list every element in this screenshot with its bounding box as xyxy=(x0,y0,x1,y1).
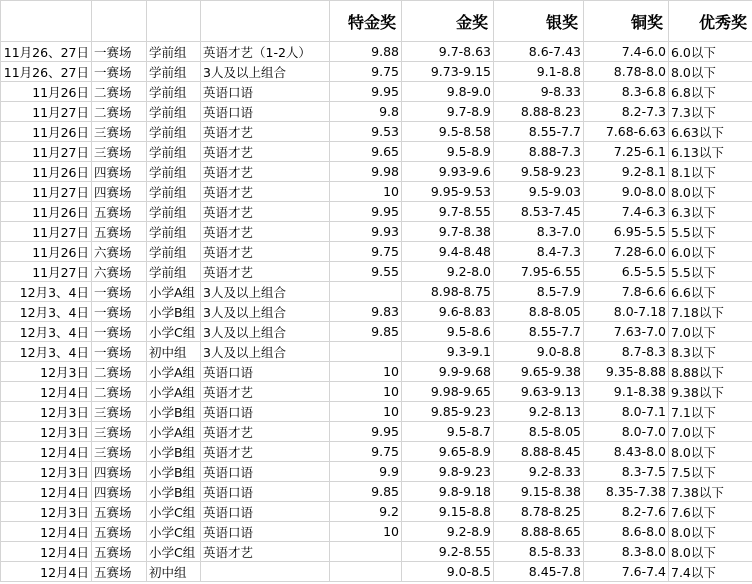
cell-date[interactable]: 11月26日 xyxy=(1,202,92,222)
table-row xyxy=(1,362,752,382)
cell-bronze[interactable]: 9.2-8.1 xyxy=(584,162,669,182)
cell-category[interactable]: 英语才艺 xyxy=(201,202,330,222)
cell-special-gold[interactable] xyxy=(330,542,402,562)
table-row xyxy=(1,342,752,362)
cell-special-gold[interactable]: 9.95 xyxy=(330,202,402,222)
cell-special-gold[interactable]: 9.55 xyxy=(330,262,402,282)
header-cell-venue[interactable] xyxy=(92,1,147,42)
cell-group[interactable]: 小学B组 xyxy=(147,402,201,422)
cell-category[interactable]: 英语口语 xyxy=(201,502,330,522)
cell-venue[interactable]: 三赛场 xyxy=(92,442,147,462)
cell-silver[interactable]: 8.88-8.65 xyxy=(494,522,584,542)
cell-venue[interactable]: 一赛场 xyxy=(92,322,147,342)
table-row xyxy=(1,442,752,462)
cell-silver[interactable]: 9.0-8.8 xyxy=(494,342,584,362)
cell-excellence[interactable]: 6.63以下 xyxy=(669,122,752,142)
cell-excellence[interactable]: 7.0以下 xyxy=(669,422,752,442)
cell-bronze[interactable]: 9.35-8.88 xyxy=(584,362,669,382)
cell-gold[interactable]: 9.98-9.65 xyxy=(402,382,494,402)
cell-date[interactable]: 12月3日 xyxy=(1,402,92,422)
cell-date[interactable]: 12月3日 xyxy=(1,462,92,482)
cell-venue[interactable]: 五赛场 xyxy=(92,222,147,242)
cell-excellence[interactable]: 6.0以下 xyxy=(669,42,752,62)
cell-venue[interactable]: 五赛场 xyxy=(92,522,147,542)
cell-silver[interactable]: 9.15-8.38 xyxy=(494,482,584,502)
cell-category[interactable]: 3人及以上组合 xyxy=(201,282,330,302)
cell-excellence[interactable]: 5.5以下 xyxy=(669,222,752,242)
cell-silver[interactable]: 8.78-8.25 xyxy=(494,502,584,522)
cell-date[interactable]: 11月27日 xyxy=(1,142,92,162)
cell-bronze[interactable]: 8.0-7.18 xyxy=(584,302,669,322)
cell-group[interactable]: 学前组 xyxy=(147,62,201,82)
cell-gold[interactable]: 9.5-8.58 xyxy=(402,122,494,142)
cell-gold[interactable]: 9.65-8.9 xyxy=(402,442,494,462)
cell-special-gold[interactable]: 9.95 xyxy=(330,422,402,442)
cell-date[interactable]: 12月3日 xyxy=(1,422,92,442)
cell-gold[interactable]: 9.3-9.1 xyxy=(402,342,494,362)
cell-gold[interactable]: 9.73-9.15 xyxy=(402,62,494,82)
cell-gold[interactable]: 9.85-9.23 xyxy=(402,402,494,422)
cell-bronze[interactable]: 8.35-7.38 xyxy=(584,482,669,502)
cell-gold[interactable]: 9.5-8.6 xyxy=(402,322,494,342)
header-cell-silver[interactable]: 银奖 xyxy=(494,1,584,42)
cell-special-gold[interactable]: 9.93 xyxy=(330,222,402,242)
cell-special-gold[interactable] xyxy=(330,282,402,302)
cell-group[interactable]: 学前组 xyxy=(147,102,201,122)
cell-gold[interactable]: 9.0-8.5 xyxy=(402,562,494,582)
header-cell-date[interactable] xyxy=(1,1,92,42)
cell-special-gold[interactable] xyxy=(330,342,402,362)
cell-bronze[interactable]: 8.43-8.0 xyxy=(584,442,669,462)
cell-group[interactable]: 小学A组 xyxy=(147,422,201,442)
cell-excellence[interactable]: 8.88以下 xyxy=(669,362,752,382)
cell-venue[interactable]: 五赛场 xyxy=(92,202,147,222)
cell-category[interactable]: 英语口语 xyxy=(201,82,330,102)
cell-gold[interactable]: 9.4-8.48 xyxy=(402,242,494,262)
cell-gold[interactable]: 9.8-9.23 xyxy=(402,462,494,482)
cell-special-gold[interactable]: 9.75 xyxy=(330,242,402,262)
cell-special-gold[interactable]: 9.85 xyxy=(330,482,402,502)
cell-excellence[interactable]: 7.38以下 xyxy=(669,482,752,502)
cell-silver[interactable]: 8.3-7.0 xyxy=(494,222,584,242)
cell-group[interactable]: 学前组 xyxy=(147,182,201,202)
cell-special-gold[interactable]: 9.9 xyxy=(330,462,402,482)
cell-silver[interactable]: 8.88-7.3 xyxy=(494,142,584,162)
cell-silver[interactable]: 9.65-9.38 xyxy=(494,362,584,382)
cell-excellence[interactable]: 8.1以下 xyxy=(669,162,752,182)
cell-special-gold[interactable]: 9.83 xyxy=(330,302,402,322)
cell-special-gold[interactable]: 9.8 xyxy=(330,102,402,122)
table-row xyxy=(1,162,752,182)
cell-group[interactable]: 小学A组 xyxy=(147,362,201,382)
cell-silver[interactable]: 8.5-7.9 xyxy=(494,282,584,302)
cell-category[interactable]: 英语才艺 xyxy=(201,442,330,462)
cell-special-gold[interactable]: 9.95 xyxy=(330,82,402,102)
cell-excellence[interactable]: 8.0以下 xyxy=(669,182,752,202)
cell-group[interactable]: 学前组 xyxy=(147,242,201,262)
cell-excellence[interactable]: 6.6以下 xyxy=(669,282,752,302)
cell-silver[interactable]: 8.55-7.7 xyxy=(494,122,584,142)
cell-date[interactable]: 11月27日 xyxy=(1,182,92,202)
cell-silver[interactable]: 9.2-8.33 xyxy=(494,462,584,482)
cell-date[interactable]: 12月4日 xyxy=(1,482,92,502)
cell-silver[interactable]: 7.95-6.55 xyxy=(494,262,584,282)
cell-gold[interactable]: 9.95-9.53 xyxy=(402,182,494,202)
cell-gold[interactable]: 9.9-9.68 xyxy=(402,362,494,382)
cell-excellence[interactable]: 6.3以下 xyxy=(669,202,752,222)
cell-date[interactable]: 11月27日 xyxy=(1,262,92,282)
cell-category[interactable] xyxy=(201,562,330,582)
cell-special-gold[interactable]: 9.2 xyxy=(330,502,402,522)
cell-bronze[interactable]: 8.2-7.3 xyxy=(584,102,669,122)
cell-category[interactable]: 英语才艺 xyxy=(201,242,330,262)
cell-category[interactable]: 3人及以上组合 xyxy=(201,322,330,342)
cell-category[interactable]: 英语才艺 xyxy=(201,182,330,202)
cell-venue[interactable]: 五赛场 xyxy=(92,562,147,582)
cell-group[interactable]: 学前组 xyxy=(147,162,201,182)
cell-category[interactable]: 英语才艺 xyxy=(201,542,330,562)
cell-group[interactable]: 学前组 xyxy=(147,262,201,282)
cell-category[interactable]: 英语口语 xyxy=(201,102,330,122)
cell-special-gold[interactable]: 9.98 xyxy=(330,162,402,182)
cell-bronze[interactable]: 7.4-6.3 xyxy=(584,202,669,222)
cell-category[interactable]: 英语口语 xyxy=(201,362,330,382)
header-cell-special-gold[interactable]: 特金奖 xyxy=(330,1,402,42)
cell-silver[interactable]: 9-8.33 xyxy=(494,82,584,102)
cell-date[interactable]: 11月26、27日 xyxy=(1,42,92,62)
cell-special-gold[interactable]: 9.53 xyxy=(330,122,402,142)
cell-date[interactable]: 11月26日 xyxy=(1,82,92,102)
cell-category[interactable]: 3人及以上组合 xyxy=(201,62,330,82)
cell-group[interactable]: 小学C组 xyxy=(147,522,201,542)
cell-date[interactable]: 12月4日 xyxy=(1,382,92,402)
cell-excellence[interactable]: 8.0以下 xyxy=(669,62,752,82)
cell-bronze[interactable]: 9.0-8.0 xyxy=(584,182,669,202)
table-row xyxy=(1,282,752,302)
table-row xyxy=(1,102,752,122)
cell-silver[interactable]: 8.55-7.7 xyxy=(494,322,584,342)
cell-gold[interactable]: 9.7-8.38 xyxy=(402,222,494,242)
cell-bronze[interactable]: 7.63-7.0 xyxy=(584,322,669,342)
cell-silver[interactable]: 9.58-9.23 xyxy=(494,162,584,182)
cell-group[interactable]: 初中组 xyxy=(147,562,201,582)
cell-gold[interactable]: 9.93-9.6 xyxy=(402,162,494,182)
cell-group[interactable]: 小学C组 xyxy=(147,322,201,342)
table-row xyxy=(1,302,752,322)
cell-venue[interactable]: 一赛场 xyxy=(92,62,147,82)
table-row xyxy=(1,562,752,582)
cell-venue[interactable]: 五赛场 xyxy=(92,542,147,562)
cell-venue[interactable]: 三赛场 xyxy=(92,422,147,442)
cell-category[interactable]: 英语才艺 xyxy=(201,222,330,242)
table-row xyxy=(1,462,752,482)
cell-date[interactable]: 12月4日 xyxy=(1,542,92,562)
header-cell-category[interactable] xyxy=(201,1,330,42)
cell-group[interactable]: 学前组 xyxy=(147,82,201,102)
header-cell-bronze[interactable]: 铜奖 xyxy=(584,1,669,42)
cell-category[interactable]: 英语才艺（1-2人） xyxy=(201,42,330,62)
table-row xyxy=(1,262,752,282)
cell-group[interactable]: 小学C组 xyxy=(147,502,201,522)
cell-excellence[interactable]: 8.3以下 xyxy=(669,342,752,362)
cell-bronze[interactable]: 8.3-8.0 xyxy=(584,542,669,562)
cell-gold[interactable]: 9.7-8.55 xyxy=(402,202,494,222)
cell-date[interactable]: 12月3、4日 xyxy=(1,322,92,342)
cell-bronze[interactable]: 8.3-7.5 xyxy=(584,462,669,482)
cell-date[interactable]: 12月3日 xyxy=(1,502,92,522)
header-cell-gold[interactable]: 金奖 xyxy=(402,1,494,42)
cell-bronze[interactable]: 8.2-7.6 xyxy=(584,502,669,522)
cell-silver[interactable]: 8.88-8.23 xyxy=(494,102,584,122)
cell-silver[interactable]: 8.5-8.05 xyxy=(494,422,584,442)
cell-date[interactable]: 12月4日 xyxy=(1,442,92,462)
cell-special-gold[interactable]: 9.75 xyxy=(330,62,402,82)
cell-venue[interactable]: 二赛场 xyxy=(92,102,147,122)
cell-excellence[interactable]: 9.38以下 xyxy=(669,382,752,402)
cell-excellence[interactable]: 7.3以下 xyxy=(669,102,752,122)
header-cell-excellence[interactable]: 优秀奖 xyxy=(669,1,752,42)
cell-date[interactable]: 12月3日 xyxy=(1,362,92,382)
cell-excellence[interactable]: 7.4以下 xyxy=(669,562,752,582)
cell-special-gold[interactable]: 10 xyxy=(330,362,402,382)
cell-special-gold[interactable]: 10 xyxy=(330,522,402,542)
table-row xyxy=(1,382,752,402)
cell-venue[interactable]: 四赛场 xyxy=(92,482,147,502)
cell-venue[interactable]: 三赛场 xyxy=(92,142,147,162)
cell-gold[interactable]: 9.5-8.7 xyxy=(402,422,494,442)
cell-bronze[interactable]: 7.28-6.0 xyxy=(584,242,669,262)
cell-silver[interactable]: 9.5-9.03 xyxy=(494,182,584,202)
table-row xyxy=(1,82,752,102)
cell-gold[interactable]: 9.2-8.0 xyxy=(402,262,494,282)
cell-venue[interactable]: 五赛场 xyxy=(92,502,147,522)
cell-excellence[interactable]: 7.5以下 xyxy=(669,462,752,482)
table-row xyxy=(1,42,752,62)
cell-special-gold[interactable]: 9.75 xyxy=(330,442,402,462)
table-row xyxy=(1,222,752,242)
cell-venue[interactable]: 二赛场 xyxy=(92,362,147,382)
cell-silver[interactable]: 8.4-7.3 xyxy=(494,242,584,262)
cell-group[interactable]: 小学A组 xyxy=(147,282,201,302)
cell-bronze[interactable]: 8.7-8.3 xyxy=(584,342,669,362)
header-cell-group[interactable] xyxy=(147,1,201,42)
cell-excellence[interactable]: 8.0以下 xyxy=(669,442,752,462)
cell-category[interactable]: 英语才艺 xyxy=(201,142,330,162)
cell-silver[interactable]: 8.88-8.45 xyxy=(494,442,584,462)
cell-venue[interactable]: 六赛场 xyxy=(92,242,147,262)
cell-bronze[interactable]: 7.25-6.1 xyxy=(584,142,669,162)
cell-silver[interactable]: 8.45-7.8 xyxy=(494,562,584,582)
table-row xyxy=(1,422,752,442)
cell-category[interactable]: 英语口语 xyxy=(201,482,330,502)
table-row xyxy=(1,242,752,262)
cell-silver[interactable]: 9.1-8.8 xyxy=(494,62,584,82)
cell-excellence[interactable]: 7.0以下 xyxy=(669,322,752,342)
cell-date[interactable]: 11月26日 xyxy=(1,242,92,262)
cell-gold[interactable]: 9.6-8.83 xyxy=(402,302,494,322)
cell-bronze[interactable]: 6.5-5.5 xyxy=(584,262,669,282)
table-row xyxy=(1,542,752,562)
cell-special-gold[interactable]: 10 xyxy=(330,182,402,202)
cell-category[interactable]: 3人及以上组合 xyxy=(201,302,330,322)
cell-category[interactable]: 3人及以上组合 xyxy=(201,342,330,362)
cell-silver[interactable]: 8.5-8.33 xyxy=(494,542,584,562)
cell-excellence[interactable]: 7.1以下 xyxy=(669,402,752,422)
cell-bronze[interactable]: 7.4-6.0 xyxy=(584,42,669,62)
cell-category[interactable]: 英语口语 xyxy=(201,462,330,482)
cell-bronze[interactable]: 6.95-5.5 xyxy=(584,222,669,242)
table-row xyxy=(1,142,752,162)
cell-silver[interactable]: 8.8-8.05 xyxy=(494,302,584,322)
cell-group[interactable]: 学前组 xyxy=(147,202,201,222)
table-body xyxy=(1,42,752,582)
table-row xyxy=(1,482,752,502)
cell-category[interactable]: 英语才艺 xyxy=(201,382,330,402)
cell-gold[interactable]: 9.2-8.55 xyxy=(402,542,494,562)
cell-bronze[interactable]: 8.6-8.0 xyxy=(584,522,669,542)
cell-date[interactable]: 12月3、4日 xyxy=(1,342,92,362)
cell-venue[interactable]: 四赛场 xyxy=(92,462,147,482)
cell-silver[interactable]: 8.6-7.43 xyxy=(494,42,584,62)
cell-date[interactable]: 12月3、4日 xyxy=(1,282,92,302)
cell-group[interactable]: 初中组 xyxy=(147,342,201,362)
table-row xyxy=(1,322,752,342)
cell-group[interactable]: 学前组 xyxy=(147,122,201,142)
cell-gold[interactable]: 8.98-8.75 xyxy=(402,282,494,302)
cell-date[interactable]: 12月4日 xyxy=(1,522,92,542)
cell-venue[interactable]: 二赛场 xyxy=(92,82,147,102)
cell-group[interactable]: 学前组 xyxy=(147,142,201,162)
cell-bronze[interactable]: 9.1-8.38 xyxy=(584,382,669,402)
cell-venue[interactable]: 六赛场 xyxy=(92,262,147,282)
cell-bronze[interactable]: 8.3-6.8 xyxy=(584,82,669,102)
table-row xyxy=(1,502,752,522)
table-row xyxy=(1,402,752,422)
cell-group[interactable]: 小学B组 xyxy=(147,462,201,482)
table-row xyxy=(1,122,752,142)
cell-excellence[interactable]: 8.0以下 xyxy=(669,542,752,562)
cell-excellence[interactable]: 7.6以下 xyxy=(669,502,752,522)
cell-venue[interactable]: 一赛场 xyxy=(92,342,147,362)
cell-gold[interactable]: 9.7-8.63 xyxy=(402,42,494,62)
cell-group[interactable]: 小学B组 xyxy=(147,482,201,502)
cell-venue[interactable]: 三赛场 xyxy=(92,402,147,422)
cell-excellence[interactable]: 6.0以下 xyxy=(669,242,752,262)
cell-category[interactable]: 英语才艺 xyxy=(201,262,330,282)
cell-category[interactable]: 英语才艺 xyxy=(201,422,330,442)
cell-silver[interactable]: 8.53-7.45 xyxy=(494,202,584,222)
cell-bronze[interactable]: 7.8-6.6 xyxy=(584,282,669,302)
cell-gold[interactable]: 9.8-9.18 xyxy=(402,482,494,502)
cell-group[interactable]: 小学B组 xyxy=(147,302,201,322)
cell-gold[interactable]: 9.15-8.8 xyxy=(402,502,494,522)
cell-special-gold[interactable]: 9.65 xyxy=(330,142,402,162)
table-row xyxy=(1,62,752,82)
cell-bronze[interactable]: 8.0-7.0 xyxy=(584,422,669,442)
cell-gold[interactable]: 9.8-9.0 xyxy=(402,82,494,102)
cell-bronze[interactable]: 7.6-7.4 xyxy=(584,562,669,582)
cell-venue[interactable]: 三赛场 xyxy=(92,122,147,142)
cell-gold[interactable]: 9.2-8.9 xyxy=(402,522,494,542)
cell-special-gold[interactable]: 9.88 xyxy=(330,42,402,62)
table-row xyxy=(1,522,752,542)
cell-bronze[interactable]: 7.68-6.63 xyxy=(584,122,669,142)
cell-special-gold[interactable]: 10 xyxy=(330,402,402,422)
cell-venue[interactable]: 四赛场 xyxy=(92,182,147,202)
cell-bronze[interactable]: 8.0-7.1 xyxy=(584,402,669,422)
cell-silver[interactable]: 9.63-9.13 xyxy=(494,382,584,402)
cell-venue[interactable]: 一赛场 xyxy=(92,302,147,322)
cell-date[interactable]: 12月4日 xyxy=(1,562,92,582)
cell-venue[interactable]: 一赛场 xyxy=(92,282,147,302)
cell-date[interactable]: 11月27日 xyxy=(1,102,92,122)
table-row xyxy=(1,202,752,222)
cell-special-gold[interactable]: 10 xyxy=(330,382,402,402)
cell-silver[interactable]: 9.2-8.13 xyxy=(494,402,584,422)
cell-excellence[interactable]: 5.5以下 xyxy=(669,262,752,282)
cell-category[interactable]: 英语才艺 xyxy=(201,162,330,182)
cell-gold[interactable]: 9.5-8.9 xyxy=(402,142,494,162)
cell-category[interactable]: 英语口语 xyxy=(201,522,330,542)
cell-venue[interactable]: 一赛场 xyxy=(92,42,147,62)
cell-special-gold[interactable] xyxy=(330,562,402,582)
cell-special-gold[interactable]: 9.85 xyxy=(330,322,402,342)
cell-date[interactable]: 11月27日 xyxy=(1,222,92,242)
cell-group[interactable]: 小学C组 xyxy=(147,542,201,562)
cell-bronze[interactable]: 8.78-8.0 xyxy=(584,62,669,82)
cell-category[interactable]: 英语才艺 xyxy=(201,122,330,142)
cell-group[interactable]: 小学A组 xyxy=(147,382,201,402)
cell-excellence[interactable]: 8.0以下 xyxy=(669,522,752,542)
cell-group[interactable]: 学前组 xyxy=(147,42,201,62)
cell-excellence[interactable]: 6.8以下 xyxy=(669,82,752,102)
cell-gold[interactable]: 9.7-8.9 xyxy=(402,102,494,122)
cell-excellence[interactable]: 7.18以下 xyxy=(669,302,752,322)
table-row xyxy=(1,182,752,202)
cell-category[interactable]: 英语口语 xyxy=(201,402,330,422)
cell-date[interactable]: 11月26日 xyxy=(1,122,92,142)
cell-date[interactable]: 12月3、4日 xyxy=(1,302,92,322)
cell-date[interactable]: 11月26、27日 xyxy=(1,62,92,82)
cell-date[interactable]: 11月26日 xyxy=(1,162,92,182)
cell-venue[interactable]: 四赛场 xyxy=(92,162,147,182)
header-row xyxy=(1,1,752,42)
cell-venue[interactable]: 二赛场 xyxy=(92,382,147,402)
cell-group[interactable]: 小学B组 xyxy=(147,442,201,462)
cell-group[interactable]: 学前组 xyxy=(147,222,201,242)
cell-excellence[interactable]: 6.13以下 xyxy=(669,142,752,162)
